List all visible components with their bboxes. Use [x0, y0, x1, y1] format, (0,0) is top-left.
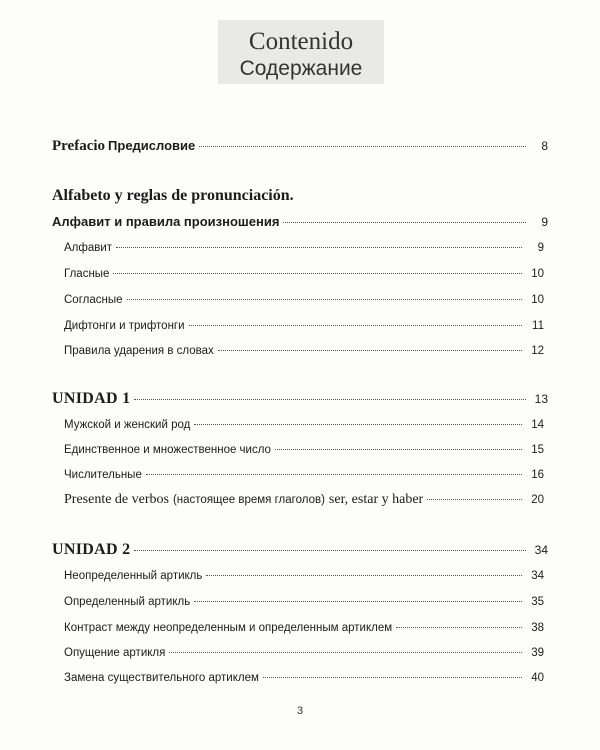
page-ref: 11: [532, 320, 544, 332]
toc-entry-neopredelennyj[interactable]: [64, 570, 544, 582]
page-ref: 20: [531, 494, 544, 506]
page-ref: 12: [531, 345, 544, 357]
entry-label: Контраст между неопределенным и определенным артиклем: [64, 622, 393, 634]
toc-entry-rod[interactable]: [64, 419, 544, 431]
toc-entry-unidad-1[interactable]: [52, 390, 548, 408]
dot-leader: [283, 222, 526, 223]
dot-leader: [116, 247, 522, 248]
page-ref: 15: [531, 444, 544, 456]
entry-label: Единственное и множественное число: [64, 444, 271, 456]
alfabeto-title-ru: Алфавит и правила произношения: [52, 214, 280, 229]
toc-entry-kontrast[interactable]: [64, 622, 544, 634]
entry-label: Алфавит: [64, 242, 113, 254]
toc-entry-diftongi[interactable]: [64, 320, 544, 332]
toc-entry-presente[interactable]: [64, 492, 544, 508]
toc-entry-glasnye[interactable]: [64, 268, 544, 280]
toc-entry-opredelennyj[interactable]: [64, 596, 544, 608]
entry-label: Замена существительного артиклем: [64, 672, 259, 684]
dot-leader: [199, 146, 526, 147]
dot-leader: [275, 449, 522, 450]
toc-entry-udarenie[interactable]: [64, 345, 544, 357]
toc-entry-soglasnye[interactable]: [64, 294, 544, 306]
unit-title: UNIDAD 2: [52, 541, 131, 558]
entry-label: Мужской и женский род: [64, 419, 191, 431]
toc-entry-zamena[interactable]: [64, 672, 544, 684]
entry-label: Определенный артикль: [64, 596, 191, 608]
dot-leader: [206, 575, 522, 576]
entry-label-ru: (настоящее время глаголов): [172, 494, 325, 506]
toc-entry-chislo[interactable]: [64, 444, 544, 456]
page-ref: 9: [541, 215, 548, 229]
page-ref: 38: [531, 622, 544, 634]
page-number: 3: [296, 705, 304, 717]
dot-leader: [427, 499, 522, 500]
dot-leader: [189, 325, 522, 326]
entry-label: Неопределенный артикль: [64, 570, 203, 582]
dot-leader: [146, 474, 522, 475]
entry-label: Числительные: [64, 469, 142, 481]
toc-entry-opushchenie[interactable]: [64, 647, 544, 659]
prefacio-label-ru: Предисловие: [108, 138, 196, 153]
toc-entry-prefacio[interactable]: [52, 138, 548, 155]
page-ref: 35: [531, 596, 544, 608]
page-ref: 10: [531, 294, 544, 306]
toc-entry-alfabet[interactable]: [64, 242, 544, 254]
dot-leader: [194, 601, 522, 602]
entry-label: Опущение артикля: [64, 647, 166, 659]
page-ref: 16: [531, 469, 544, 481]
unit-title: UNIDAD 1: [52, 390, 131, 407]
contents-title-es: Contenido: [248, 28, 354, 55]
dot-leader: [127, 299, 522, 300]
page-ref: 40: [531, 672, 544, 684]
entry-label-es-verbs: ser, estar y haber: [328, 492, 424, 507]
toc-entry-chislitelnye[interactable]: [64, 469, 544, 481]
dot-leader: [194, 424, 522, 425]
dot-leader: [169, 652, 522, 653]
toc-entry-unidad-2[interactable]: [52, 541, 548, 559]
entry-label: Гласные: [64, 268, 110, 280]
entry-label-es: Presente de verbos: [64, 492, 169, 507]
entry-label: Согласные: [64, 294, 123, 306]
page-ref: 34: [534, 543, 548, 557]
page-ref: 9: [537, 242, 544, 254]
page-ref: 14: [531, 419, 544, 431]
page-ref: 10: [531, 268, 544, 280]
dot-leader: [113, 273, 522, 274]
dot-leader: [134, 399, 526, 400]
page-ref: 8: [541, 139, 548, 153]
page-ref: 34: [531, 570, 544, 582]
entry-label: Дифтонги и трифтонги: [64, 320, 185, 332]
dot-leader: [134, 550, 526, 551]
section-title-alfabeto-es: Alfabeto y reglas de pronunciación.: [52, 187, 294, 204]
prefacio-label-es: Prefacio: [52, 138, 106, 154]
entry-label: Правила ударения в словах: [64, 345, 214, 357]
contents-title-ru: Содержание: [239, 57, 363, 80]
dot-leader: [263, 677, 522, 678]
dot-leader: [218, 350, 522, 351]
dot-leader: [396, 627, 522, 628]
page-ref: 13: [534, 392, 548, 406]
toc-entry-alfabeto[interactable]: [52, 214, 548, 229]
page-ref: 39: [531, 647, 544, 659]
